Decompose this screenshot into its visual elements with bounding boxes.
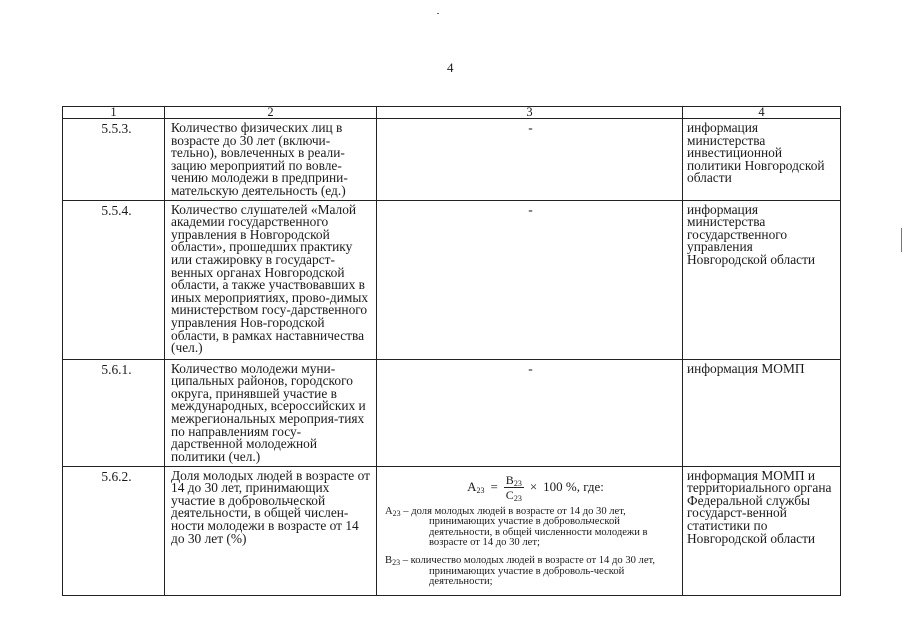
column-header-3: 3 [377,107,683,119]
indicator-name: Доля молодых людей в возрасте от 14 до 30 лет, принимающих участие в добровольческой деятельности, в общей числен-ности молодежи в возрасте от 14 до 30 лет (%) [171,467,370,546]
formula-definition: $А_{23}$ – доля молодых людей в возрасте от 14 до 30 лет, принимающих участие в добровольческой деятельности, в общей численности молодежи в возрасте от 14 до 30 лет; [385,505,648,549]
table-row [63,466,841,595]
row-number: 5.6.1. [101,361,132,377]
calculation-method: - [528,201,533,217]
column-header-2: 2 [165,107,377,119]
row-number: 5.6.2. [101,468,132,484]
indicator-name: Количество физических лиц в возрасте до 30 лет (включи-тельно), вовлеченных в реали-зацию мероприятий по вовле-чению молодежи в предприни-мательскую деятельность (ед.) [171,120,348,198]
indicator-name: Количество слушателей «Малой академии государственного управления в Новгородской области», прошедших практику или стажировку в государст-венных органах Новгородской области, а также участвовавших в иных мероприятиях, прово-димых министерством госу-дарственного управления Нов-городской области, в рамках наставничества (чел.) [171,201,369,356]
formula-lhs: $A_{23}$ [467,479,485,496]
calculation-method: - [528,120,533,135]
table-row [63,200,841,359]
indicators-table [62,106,841,596]
formula-definition: $В_{23}$ – количество молодых людей в возрасте от 14 до 30 лет, принимающих участие в доброволь-ческой деятельности; [385,554,656,588]
formula-percent: 100 %, где: [543,479,604,495]
row-number: 5.5.3. [101,121,132,136]
calculation-formula [377,467,682,588]
formula-denominator: $C_{23}$ [505,487,522,503]
row-number: 5.5.4. [101,202,132,218]
data-source: информация МОМП и территориального органа Федеральной службы государст-венной статистики по Новгородской области [687,467,832,546]
formula-equals: = [490,479,498,495]
indicator-name: Количество молодежи муни-ципальных районов, городского округа, принявшей участие в международных, всероссийских и межрегиональных мероприя-тиях по направлениям госу-дарственной молодежной политики (чел.) [171,360,366,464]
page-number: 4 [447,60,454,75]
table-row [63,119,841,201]
data-source: информация МОМП [687,360,805,376]
formula-expression [393,474,678,501]
data-source: информация министерства государственного управления Новгородской области [687,201,816,267]
column-header-1: 1 [63,107,165,119]
scan-speck [437,13,439,14]
scan-edge-mark [901,228,902,252]
formula-fraction [504,474,524,501]
table-header-row [63,107,841,119]
formula-times: × [529,479,538,495]
formula-numerator: $B_{23}$ [505,472,522,488]
table-row [63,359,841,466]
column-header-4: 4 [683,107,841,119]
data-source: информация министерства инвестиционной политики Новгородской области [687,120,825,186]
calculation-method: - [528,360,533,376]
